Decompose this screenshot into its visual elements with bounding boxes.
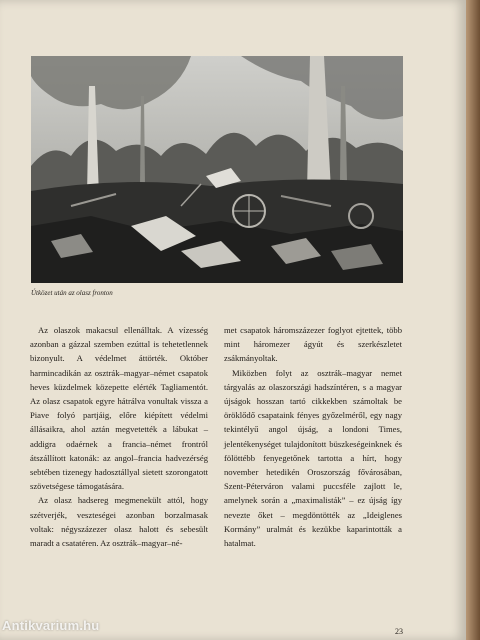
paragraph: Az olaszok makacsul ellenálltak. A vízesség azonban a gázzal szemben ezúttal is tehetetlennek bizonyult. A védelmet áttörték. Október harmincadikán az osztrák–magyar–német csapatok heves küzdelmek közepette elérték Tagliamentót. Az olasz csapatok egyre hátrálva vonultak vissza a Piave folyó partjáig, előre kiépített védelmi állásaikra, ahol aztán megvetették a lábukat – addigra odaérnek a francia–német frontról átszállított katonák: az angol–francia hadvezérség sebtében tizenegy hadosztállyal sietett szorongatott szövetségese támogatására. [30, 325, 208, 492]
paragraph: Az olasz hadsereg megmenekült attól, hogy szétverjék, veszteségei azonban borzalmasak voltak: négyszázezer olasz halott és sebesült maradt a csatatéren. Az osztrák–magyar–né- [30, 495, 208, 549]
photo-illustration [31, 56, 403, 283]
paragraph: Miközben folyt az osztrák–magyar nemet tárgyalás az olaszországi hadszíntéren, s a magyar újságok hosszan tartó cikkekben számoltak be öröklődő csapataink fényes győzelméről, egy nagy tekintélyű angol újság, a londoni Times, jelentékenységet tulajdonított büszkeségeinknek és fölöttébb fenyegetőnek tartotta a hírt, hogy november hetedikén Oroszország fővárosában, Szent-Péterváron valami puccsféle zajlott le, amelynek során a „maximalisták” – ez újság így nevezte őket – megdöntötték az „Ideiglenes Kormány” uralmát és kezükbe kaparintották a hatalmat. [224, 367, 402, 549]
watermark-logo: Antikvarium.hu [2, 618, 100, 633]
page-number: 23 [395, 627, 403, 636]
paragraph: met csapatok háromszázezer foglyot ejtettek, több mint háromezer ágyút és szerkészletet zsákmányoltak. [224, 325, 402, 364]
text-column-left [30, 323, 208, 550]
war-photograph [31, 56, 403, 283]
text-column-right [224, 323, 402, 550]
book-spine-edge [466, 0, 480, 640]
photo-caption: Útközet után az olasz fronton [31, 289, 113, 297]
